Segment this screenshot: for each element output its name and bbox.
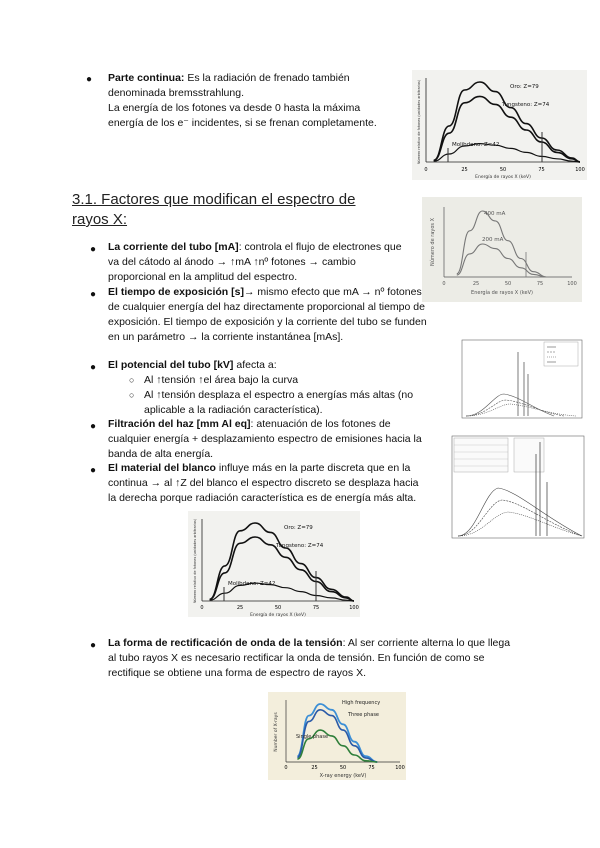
- y-axis-label: Número de rayos X: [430, 217, 436, 267]
- kv-spectrum-chart: [444, 334, 586, 430]
- label-high-frequency: High frequency: [342, 700, 381, 706]
- factor-term: Filtración del haz [mm Al eq]: [108, 418, 251, 430]
- factor-term: El tiempo de exposición [s]: [108, 286, 244, 298]
- factor-desc: influye más en la parte discreta que en la continua → al ↑Z del blanco el espectro discreto se desplaza hacia la derecha porque radiación característica es de energía más alta.: [108, 462, 419, 504]
- sub-bullet: ○: [129, 375, 135, 385]
- factor-current: [108, 240, 408, 285]
- factor-rectification: [108, 636, 520, 681]
- ma-chart: [422, 197, 582, 302]
- bullet: ●: [86, 74, 93, 85]
- label-single-phase: Single phase: [296, 734, 329, 740]
- bullet: ●: [90, 640, 97, 651]
- x-tick: 75: [368, 765, 375, 771]
- x-tick: 0: [424, 167, 428, 173]
- continuous-part-text: [108, 71, 398, 131]
- bullet: ●: [90, 421, 97, 432]
- chart-bg: [412, 70, 587, 180]
- chart-bg: [268, 692, 406, 780]
- sub-bullet: ○: [129, 390, 135, 400]
- x-tick: 25: [236, 605, 244, 611]
- legend-box: [544, 342, 578, 366]
- label-oro: Oro: Z=79: [510, 84, 539, 90]
- x-tick: 50: [504, 281, 512, 287]
- x-tick: 0: [284, 765, 288, 771]
- target-material-chart-2: [188, 511, 360, 617]
- filtration-chart: [436, 432, 588, 552]
- label-400ma: 400 mA: [484, 211, 506, 217]
- bullet: ●: [90, 465, 97, 476]
- factor-voltage: [108, 358, 418, 373]
- x-tick: 100: [349, 605, 359, 611]
- factor-target-material: [108, 461, 426, 506]
- factor-desc: : atenuación de los fotones de cualquier energía + desplazamiento espectro de emisiones hacia la banda de alta energía.: [108, 418, 422, 460]
- bullet: ●: [90, 362, 97, 373]
- factor-desc: : Al ser corriente alterna lo que llega al tubo rayos X es necesario rectificar la onda de tensión. En función de como se rectifique se obtiene una forma de espectro de rayos X.: [108, 637, 511, 679]
- continuous-part-energy: La energía de los fotones va desde 0 hasta la máxima energía de los e⁻ incidentes, si se frenan completamente.: [108, 102, 377, 129]
- x-tick: 100: [567, 281, 577, 287]
- label-three-phase: Three phase: [348, 712, 379, 718]
- factor-term: La corriente del tubo [mA]: [108, 241, 239, 253]
- x-tick: 50: [339, 765, 347, 771]
- factor-term: La forma de rectificación de onda de la tensión: [108, 637, 343, 649]
- section-heading: 3.1. Factores que modifican el espectro de rayos X:: [72, 191, 356, 228]
- kv-sub-2: Al ↑tensión desplaza el espectro a energías más altas (no aplicable a la radiación característica).: [144, 389, 414, 416]
- x-tick: 75: [538, 167, 545, 173]
- x-tick: 100: [575, 167, 585, 173]
- label-tungsteno: Tungsteno: Z=74: [502, 102, 550, 108]
- continuous-part-term: Parte continua:: [108, 72, 185, 84]
- bullet: ●: [90, 244, 97, 255]
- label-tungsteno: Tungsteno: Z=74: [276, 543, 324, 549]
- x-tick: 50: [274, 605, 282, 611]
- x-tick: 25: [461, 167, 468, 173]
- x-tick: 0: [200, 605, 204, 611]
- bullet: ●: [90, 289, 97, 300]
- x-tick: 75: [536, 281, 544, 287]
- x-tick: 25: [472, 281, 480, 287]
- x-axis-label: Energía de rayos X (keV): [475, 175, 531, 180]
- kv-sub-1: Al ↑tensión ↑el área bajo la curva: [144, 374, 299, 386]
- factor-term: El potencial del tubo [kV]: [108, 359, 234, 371]
- table-box: [514, 438, 544, 472]
- continuous-part-desc: Es la radiación de frenado también denominada bremsstrahlung.: [108, 72, 350, 99]
- x-tick: 100: [395, 765, 405, 771]
- x-axis-label: Energía de rayos X (keV): [471, 290, 533, 296]
- factor-desc: → mismo efecto que mA → nº fotones de cualquier energía del haz directamente proporcional al tiempo de exposición. El tiempo de exposición y la corriente del tubo se funden en un parámetro → la corriente instantánea [mAs].: [108, 286, 427, 343]
- x-axis-label: X-ray energy (keV): [319, 773, 367, 779]
- rectification-chart: [268, 692, 406, 780]
- label-molibdeno: Molibdeno: Z=42: [228, 581, 276, 587]
- factor-desc: afecta a:: [233, 359, 277, 371]
- x-tick: 50: [499, 167, 507, 173]
- x-tick: 75: [312, 605, 320, 611]
- label-oro: Oro: Z=79: [284, 525, 313, 531]
- x-tick: 0: [442, 281, 446, 287]
- x-axis-label: Energía de rayos X (keV): [250, 613, 306, 617]
- table-box: [454, 438, 508, 472]
- y-axis-label: Number of X-rays: [274, 712, 279, 752]
- y-axis-label: Número relativo de fotones (unidades arbitrarias): [417, 79, 421, 165]
- label-200ma: 200 mA: [482, 237, 504, 243]
- factor-time: [108, 285, 436, 345]
- y-axis-label: Número relativo de fotones (unidades arbitrarias): [193, 518, 197, 604]
- label-molibdeno: Molibdeno: Z=42: [452, 142, 500, 148]
- x-tick: 25: [311, 765, 318, 771]
- factor-filtration: [108, 417, 433, 462]
- target-material-chart: [412, 70, 587, 180]
- factor-term: El material del blanco: [108, 462, 216, 474]
- factor-desc: : controla el flujo de electrones que va del cátodo al ánodo → ↑mA ↑nº fotones → cambio proporcional en la amplitud del espectro.: [108, 241, 402, 283]
